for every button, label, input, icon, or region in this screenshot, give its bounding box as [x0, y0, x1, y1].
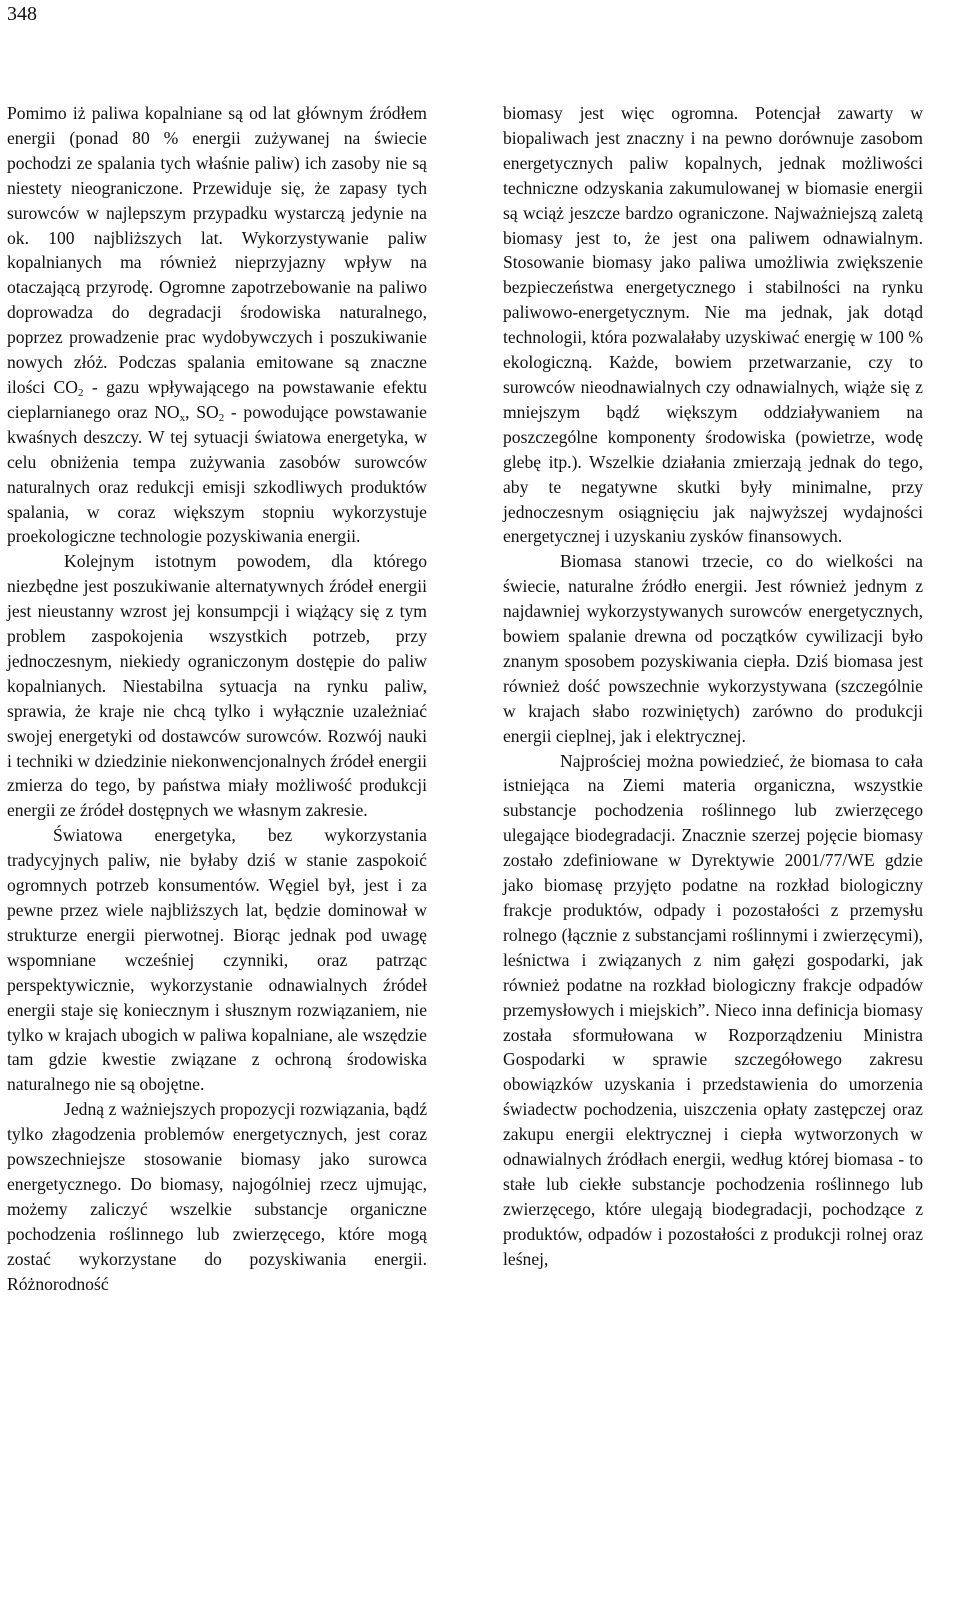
- paragraph-biomass-third-source: Biomasa stanowi trzecie, co do wielkości na świecie, naturalne źródło energii. Jest również jednym z najdawniej wykorzystywanych surowców energetycznych, bowiem spalanie drewna od początków cywilizacji było znanym sposobem pozyskiwania ciepła. Dziś biomasa jest również dość powszechnie wykorzystywana (szczególnie w krajach słabo rozwiniętych) zarówno do produkcji energii cieplnej, jak i elektrycznej.: [503, 551, 923, 746]
- fossil-fuels-text-b: Wykorzystywanie paliw kopalnianych ma również nieprzyjazny wpływ na otaczającą przyrodę. Ogromne zapotrzebowanie na paliwo doprowadza do degradacji środowiska naturalnego, poprzez prowadzenie prac wydobywczych i poszukiwanie nowych złóż. Podczas spalania emitowane są znaczne ilości CO: [7, 227, 427, 397]
- paragraph-world-energy: Światowa energetyka, bez wykorzystania tradycyjnych paliw, nie byłaby dziś w stanie zaspokoić ogromnych potrzeb konsumentów. Węgiel był, jest i za pewne przez wiele najbliższych lat, będzie dominował w strukturze energii pierwotnej. Biorąc jednak pod uwagę wspomniane wcześniej czynniki, oraz patrząc perspektywicznie, wykorzystanie odnawialnych źródeł energii staje się koniecznym i słusznym rozwiązaniem, nie tylko w krajach ubogich w paliwa kopalniane, ale wszędzie tam gdzie kwestie związane z ochroną środowiska naturalnego nie są obojętne.: [7, 825, 427, 1095]
- fossil-fuels-text-c: - gazu wpływającego na powstawanie efektu cieplarnianego oraz NO: [7, 376, 427, 422]
- co2-subscript: 2: [77, 386, 84, 399]
- paragraph-biomass-definition: Najprościej można powiedzieć, że biomasa to cała istniejąca na Ziemi materia organiczna, wszystkie substancje pochodzenia roślinnego lub zwierzęcego ulegające biodegradacji. Znacznie szerzej pojęcie biomasy zostało zdefiniowane w Dyrektywie 2001/77/WE gdzie jako biomasę przyjęto podatne na rozkład biologiczny frakcje produktów, odpady i pozostałości z przemysłu rolnego (łącznie z substancjami roślinnymi i zwierzęcymi), leśnictwa i związanych z nim gałęzi gospodarki, jak również podatne na rozkład biologiczny frakcje odpadów przemysłowych i miejskich”. Nieco inna definicja biomasy została sformułowana w Rozporządzeniu Ministra Gospodarki w sprawie szczegółowego zakresu obowiązków uzyskania i przedstawienia do umorzenia świadectw pochodzenia, uiszczenia opłaty zastępczej oraz zakupu energii elektrycznej i ciepła wytworzonych w odnawialnych źródłach energii, według której biomasa - to stałe lub ciekłe substancje pochodzenia roślinnego lub zwierzęcego, które ulegają biodegradacji, pochodzące z produktów, odpadów i pozostałości z produkcji rolnej oraz leśnej,: [503, 750, 923, 1269]
- fossil-fuels-text-d: , SO: [185, 401, 219, 422]
- right-column: [503, 101, 923, 1272]
- left-column: [7, 101, 427, 1297]
- paragraph-biomass-intro: Jedną z ważniejszych propozycji rozwiązania, bądź tylko złagodzenia problemów energetycznych, jest coraz powszechniejsze stosowanie biomasy jako surowca energetycznego. Do biomasy, najogólniej rzecz ujmując, możemy zaliczyć wszelkie substancje organiczne pochodzenia roślinnego lub zwierzęcego, które mogą zostać wykorzystane do pozyskiwania energii. Różnorodność: [7, 1099, 427, 1294]
- nox-subscript: x: [179, 411, 186, 424]
- so2-subscript: 2: [218, 411, 225, 424]
- paragraph-fossil-fuels: [7, 101, 427, 549]
- page-number: 348: [7, 3, 37, 25]
- fossil-fuels-text-a: Pomimo iż paliwa kopalniane są od lat głównym źródłem energii (ponad 80 % energii zużywanej na świecie pochodzi ze spalania tych właśnie paliw) ich zasoby nie są niestety nieograniczone. Przewiduje się, że zapasy tych surowców w najlepszym przypadku wystarczą jedynie na ok. 100 najbliższych lat.: [7, 103, 427, 248]
- paragraph-alternative-sources: Kolejnym istotnym powodem, dla którego niezbędne jest poszukiwanie alternatywnych źródeł energii jest nieustanny wzrost jej konsumpcji i wiążący się z tym problem zaspokojenia wszystkich potrzeb, przy jednoczesnym, niekiedy ograniczonym dostępie do paliw kopalnianych. Niestabilna sytuacja na rynku paliw, sprawia, że kraje nie chcą tylko i wyłącznie uzależniać swojej energetyki od dostawców surowców. Rozwój nauki i techniki w dziedzinie niekonwencjonalnych źródeł energii zmierza do tego, by państwa miały możliwość produkcji energii ze źródeł dostępnych we własnym zakresie.: [7, 551, 427, 821]
- paragraph-biomass-potential: biomasy jest więc ogromna. Potencjał zawarty w biopaliwach jest znaczny i na pewno dorównuje zasobom energetycznych paliw kopalnych, jednak możliwości techniczne odzyskania zakumulowanej w biomasie energii są wciąż jeszcze bardzo ograniczone. Najważniejszą zaletą biomasy jest to, że jest ona paliwem odnawialnym. Stosowanie biomasy jako paliwa umożliwia zwiększenie bezpieczeństwa energetycznego i stabilności na rynku paliwowo-energetycznym. Nie ma jednak, jak dotąd technologii, która pozwalałaby uzyskiwać energię w 100 % ekologiczną. Każde, bowiem przetwarzanie, czy to surowców nieodnawialnych czy odnawialnych, wiąże się z mniejszym bądź większym oddziaływaniem na poszczególne komponenty środowiska (powietrze, wodę glebę itp.). Wszelkie działania zmierzają jednak do tego, aby te negatywne skutki były minimalne, przy jednoczesnym osiągnięciu jak najwyższej wydajności energetycznej i uzyskaniu zysków finansowych.: [503, 103, 923, 547]
- fossil-fuels-text-e: - powodujące powstawanie kwaśnych deszczy. W tej sytuacji światowa energetyka, w celu obniżenia tempa zużywania zasobów surowców naturalnych oraz redukcji emisji szkodliwych produktów spalania, w coraz większym stopniu wykorzystuje proekologiczne technologie pozyskiwania energii.: [7, 401, 427, 547]
